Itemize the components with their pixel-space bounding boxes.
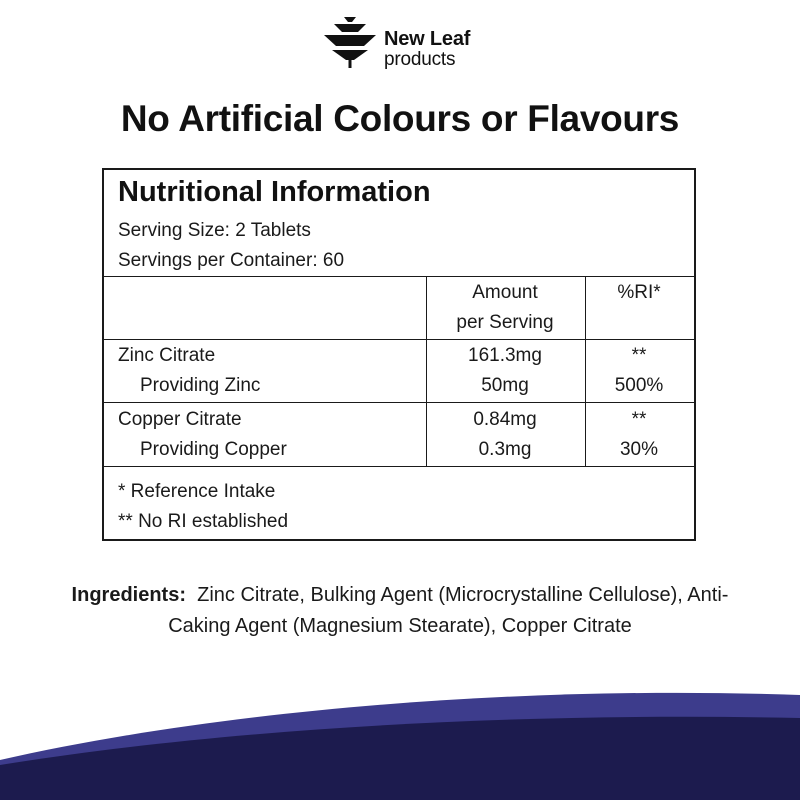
row-amount: 161.3mg bbox=[468, 345, 542, 366]
row-amount: 50mg bbox=[481, 375, 529, 396]
ingredients bbox=[70, 580, 730, 642]
brand-name: New Leaf bbox=[384, 28, 471, 50]
row-ri: 500% bbox=[614, 375, 664, 396]
row-ri: 30% bbox=[619, 439, 659, 460]
headline: No Artificial Colours or Flavours bbox=[120, 98, 680, 139]
brand-sub: products bbox=[384, 49, 456, 70]
divider bbox=[104, 402, 694, 403]
row-name: Providing Zinc bbox=[140, 375, 261, 396]
leaf-tree-icon bbox=[322, 14, 378, 70]
footnote: * Reference Intake bbox=[118, 481, 276, 502]
row-ri: ** bbox=[631, 345, 647, 366]
header-amount: Amount bbox=[472, 282, 538, 303]
header-ri: %RI* bbox=[617, 282, 661, 303]
divider bbox=[104, 339, 694, 340]
footnote: ** No RI established bbox=[118, 511, 289, 532]
divider bbox=[104, 466, 694, 467]
serving-size: Serving Size: 2 Tablets bbox=[118, 220, 311, 241]
row-name: Zinc Citrate bbox=[118, 345, 216, 366]
nutrition-panel bbox=[102, 168, 696, 541]
row-name: Providing Copper bbox=[140, 439, 287, 460]
row-ri: ** bbox=[631, 409, 647, 430]
row-amount: 0.84mg bbox=[473, 409, 537, 430]
panel-title: Nutritional Information bbox=[118, 176, 431, 208]
wave-dark bbox=[0, 717, 800, 800]
bottom-wave bbox=[0, 690, 800, 800]
ingredients-label: Ingredients: bbox=[71, 584, 186, 606]
servings-per-container: Servings per Container: 60 bbox=[118, 250, 345, 271]
brand-logo bbox=[322, 14, 492, 74]
ingredients-text: Zinc Citrate, Bulking Agent (Microcrystalline Cellulose), Anti-Caking Agent (Magnesium Stearate), Copper Citrate bbox=[168, 584, 729, 637]
row-amount: 0.3mg bbox=[478, 439, 532, 460]
row-name: Copper Citrate bbox=[118, 409, 242, 430]
divider bbox=[104, 276, 694, 277]
header-amount-sub: per Serving bbox=[456, 312, 554, 333]
